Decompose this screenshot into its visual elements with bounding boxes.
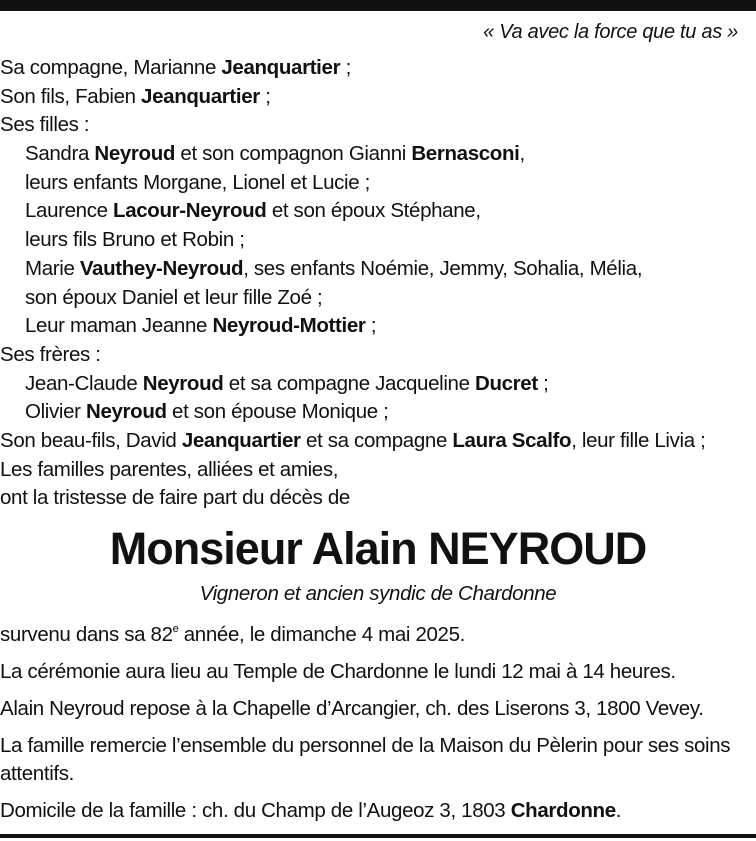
- stepson-suffix: , leur fille Livia ;: [571, 428, 706, 452]
- olivier-surname: Neyroud: [85, 400, 167, 424]
- jean-claude-partner-surname: Ducret: [474, 371, 538, 395]
- domicile-suffix: .: [615, 799, 622, 822]
- marie-suffix: , ses enfants Noémie, Jemmy, Sohalia, Mélia,: [243, 256, 643, 280]
- motto-quote: « Va avec la force que tu as »: [483, 21, 738, 43]
- jean-claude-middle: et sa compagne Jacqueline: [223, 371, 475, 395]
- family-line-stepson: [0, 427, 756, 456]
- marie-spouse: son époux Daniel et leur fille Zoé ;: [25, 285, 323, 309]
- mother-surname: Neyroud-Mottier: [212, 314, 366, 338]
- stepson-partner-name: Laura Scalfo: [452, 428, 572, 452]
- olivier-suffix: et son épouse Monique ;: [166, 400, 389, 424]
- jean-claude-text: Jean-Claude: [25, 371, 143, 395]
- marie-text: Marie: [25, 256, 80, 280]
- family-line-olivier: [0, 398, 756, 427]
- sandra-suffix: ,: [519, 142, 525, 166]
- companion-suffix: ;: [340, 56, 351, 79]
- sandra-middle: et son compagnon Gianni: [175, 142, 412, 166]
- sandra-surname: Neyroud: [94, 142, 176, 166]
- laurence-suffix: et son époux Stéphane,: [266, 199, 481, 223]
- jean-claude-suffix: ;: [537, 371, 549, 395]
- stepson-middle: et sa compagne: [300, 428, 453, 452]
- son-surname: Jeanquartier: [141, 84, 260, 108]
- family-line-sandra: [0, 140, 756, 169]
- daughters-heading: Ses filles :: [0, 113, 90, 137]
- sandra-partner-surname: Bernasconi: [411, 142, 520, 166]
- top-rule: [0, 0, 756, 11]
- olivier-text: Olivier: [25, 400, 86, 424]
- domicile-prefix: Domicile de la famille : ch. du Champ de l’Augeoz 3, 1803: [0, 799, 511, 822]
- domicile-place: Chardonne: [510, 799, 616, 822]
- family-line-companion: [0, 54, 756, 83]
- death-prefix: survenu dans sa 82: [0, 623, 173, 646]
- family-line-marie: [0, 255, 756, 284]
- stepson-text: Son beau-fils, David: [0, 428, 182, 452]
- mother-suffix: ;: [365, 314, 377, 338]
- thanks-line: La famille remercie l’ensemble du personnel de la Maison du Pèlerin pour ses soins attentifs.: [0, 734, 731, 785]
- ordinal-suffix: e: [172, 623, 179, 635]
- family-line-son: [0, 83, 756, 112]
- bottom-rule: [0, 834, 756, 838]
- family-line-laurence: [0, 197, 756, 226]
- death-date-line: [0, 621, 756, 649]
- deceased-role: Vigneron et ancien syndic de Chardonne: [199, 582, 557, 605]
- announcement-line: ont la tristesse de faire part du décès de: [0, 486, 350, 510]
- laurence-children: leurs fils Bruno et Robin ;: [25, 228, 245, 252]
- son-suffix: ;: [259, 84, 271, 108]
- family-list: [0, 54, 756, 513]
- death-suffix: année, le dimanche 4 mai 2025.: [178, 623, 466, 646]
- son-text: Son fils, Fabien: [0, 84, 142, 108]
- laurence-surname: Lacour-Neyroud: [113, 199, 267, 223]
- family-line-jean-claude: [0, 370, 756, 399]
- companion-surname: Jeanquartier: [221, 56, 341, 79]
- sandra-children: leurs enfants Morgane, Lionel et Lucie ;: [25, 170, 370, 194]
- ceremony-line: La cérémonie aura lieu au Temple de Chardonne le lundi 12 mai à 14 heures.: [0, 660, 676, 683]
- marie-surname: Vauthey-Neyroud: [79, 256, 244, 280]
- sandra-text: Sandra: [25, 142, 95, 166]
- mother-text: Leur maman Jeanne: [25, 314, 213, 338]
- companion-text: Sa compagne, Marianne: [0, 56, 222, 79]
- brothers-heading: Ses frères :: [0, 342, 101, 366]
- domicile-line: [0, 797, 756, 825]
- stepson-surname: Jeanquartier: [181, 428, 301, 452]
- family-line-mother: [0, 312, 756, 341]
- jean-claude-surname: Neyroud: [142, 371, 224, 395]
- relatives-line: Les familles parentes, alliées et amies,: [0, 457, 339, 481]
- laurence-text: Laurence: [25, 199, 114, 223]
- deceased-name: Monsieur Alain NEYROUD: [109, 523, 647, 574]
- resting-place-line: Alain Neyroud repose à la Chapelle d’Arcangier, ch. des Liserons 3, 1800 Vevey.: [0, 697, 704, 720]
- details-section: [0, 621, 756, 834]
